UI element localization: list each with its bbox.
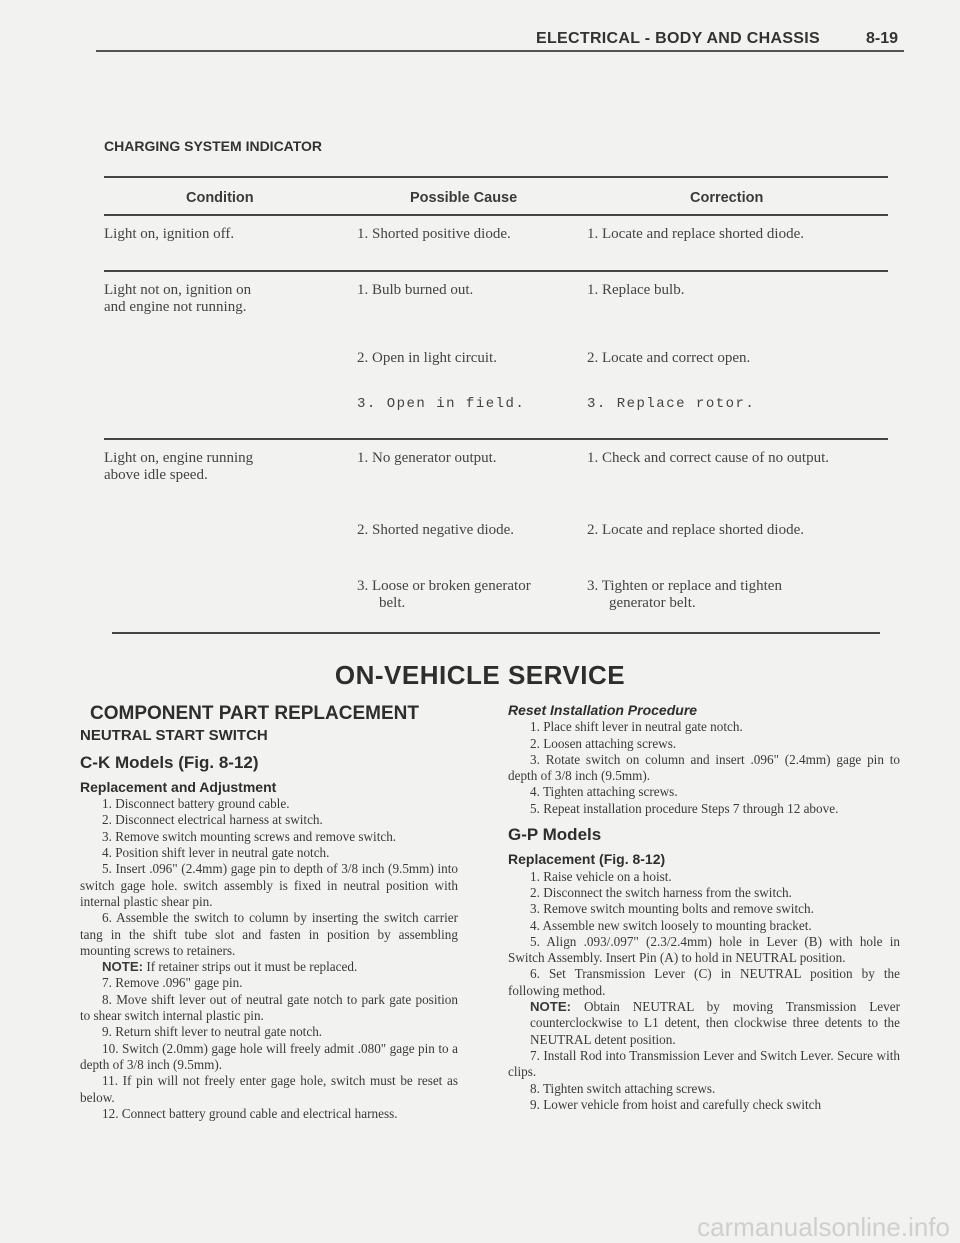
step: 3. Rotate switch on column and insert .096" (2.4mm) gage pin to depth of 3/8 inch (9.5mm). xyxy=(508,751,900,784)
note xyxy=(80,959,458,975)
table-cause: 1. No generator output. xyxy=(357,450,497,466)
step: 1. Raise vehicle on a hoist. xyxy=(530,868,672,884)
table-correction: 1. Replace bulb. xyxy=(587,282,685,298)
table-condition: Light on, engine running above idle speed. xyxy=(104,450,254,483)
table-cause: 1. Bulb burned out. xyxy=(357,282,474,298)
table-header-correction: Correction xyxy=(690,190,764,206)
step: 9. Lower vehicle from hoist and carefully check switch xyxy=(530,1096,822,1112)
table-correction: 1. Locate and replace shorted diode. xyxy=(587,226,804,242)
table-row-rule xyxy=(104,438,888,440)
main-heading: ON-VEHICLE SERVICE xyxy=(334,660,626,690)
table-correction: 2. Locate and replace shorted diode. xyxy=(587,522,804,538)
table-header-rule xyxy=(104,214,888,216)
step: 7. Install Rod into Transmission Lever and Switch Lever. Secure with clips. xyxy=(508,1047,900,1080)
page-header-title: ELECTRICAL - BODY AND CHASSIS xyxy=(536,30,820,47)
table-title: CHARGING SYSTEM INDICATOR xyxy=(104,138,323,154)
reset-heading: Reset Installation Procedure xyxy=(508,702,698,718)
table-correction: 1. Check and correct cause of no output. xyxy=(587,450,829,466)
gp-models-heading: G-P Models xyxy=(508,825,602,845)
table-row-rule xyxy=(104,270,888,272)
table-correction: 2. Locate and correct open. xyxy=(587,350,751,366)
table-cause: 3. Loose or broken generator belt. xyxy=(357,578,531,611)
step: 8. Move shift lever out of neutral gate notch to park gate position to shear switch internal plastic pin. xyxy=(80,991,458,1024)
step: 4. Assemble new switch loosely to mounting bracket. xyxy=(530,917,812,933)
step: 5. Insert .096" (2.4mm) gage pin to depth of 3/8 inch (9.5mm) into switch gage hole. switch assembly is fixed in neutral position with internal plastic shear pin. xyxy=(80,861,458,909)
table-header-cause: Possible Cause xyxy=(410,190,518,206)
step: 7. Remove .096" gage pin. xyxy=(102,975,243,991)
table-condition: Light on, ignition off. xyxy=(104,226,235,242)
table-cause: 2. Open in light circuit. xyxy=(357,350,497,366)
note-label: NOTE: xyxy=(530,999,572,1015)
table-cause: 1. Shorted positive diode. xyxy=(357,226,511,242)
table-bottom-rule xyxy=(112,632,880,634)
note-text: If retainer strips out it must be replaced. xyxy=(143,959,358,975)
table-correction: 3. Tighten or replace and tighten generator belt. xyxy=(587,578,782,611)
step: 4. Tighten attaching screws. xyxy=(530,784,678,800)
step: 9. Return shift lever to neutral gate notch. xyxy=(102,1024,323,1040)
table-header-condition: Condition xyxy=(186,190,254,206)
right-column xyxy=(508,702,900,1113)
component-heading: COMPONENT PART REPLACEMENT xyxy=(90,703,419,724)
step: 6. Set Transmission Lever (C) in NEUTRAL position by the following method. xyxy=(508,966,900,998)
table-correction: 3. Replace rotor. xyxy=(587,396,756,412)
note-label: NOTE: xyxy=(102,959,144,975)
watermark: carmanualsonline.info xyxy=(697,1212,950,1242)
step: 2. Disconnect the switch harness from the switch. xyxy=(530,884,792,900)
step: 2. Disconnect electrical harness at switch. xyxy=(102,812,323,828)
step: 3. Remove switch mounting screws and remove switch. xyxy=(102,828,397,844)
ck-models-heading: C-K Models (Fig. 8-12) xyxy=(80,752,259,772)
step: 5. Align .093/.097" (2.3/2.4mm) hole in Lever (B) with hole in Switch Assembly. Insert Pin (A) to hold in NEUTRAL position. xyxy=(508,933,900,966)
replacement-heading: Replacement (Fig. 8-12) xyxy=(508,851,666,868)
step: 6. Assemble the switch to column by inserting the switch carrier tang in the shift tube slot and fasten in position by assembling mounting screws to retainers. xyxy=(80,910,458,958)
left-column xyxy=(80,703,458,1122)
step: 11. If pin will not freely enter gage hole, switch must be reset as below. xyxy=(80,1073,458,1105)
step: 10. Switch (2.0mm) gage hole will freely admit .080" gage pin to a depth of 3/8 inch (9.5mm). xyxy=(80,1040,458,1072)
step: 12. Connect battery ground cable and electrical harness. xyxy=(102,1105,398,1121)
step: 5. Repeat installation procedure Steps 7 through 12 above. xyxy=(530,800,839,816)
replacement-heading: Replacement and Adjustment xyxy=(80,778,277,795)
table-cause: 2. Shorted negative diode. xyxy=(357,522,515,538)
note xyxy=(508,999,900,1048)
page-number: 8-19 xyxy=(866,30,899,47)
switch-subheading: NEUTRAL START SWITCH xyxy=(80,727,268,745)
step: 3. Remove switch mounting bolts and remove switch. xyxy=(530,901,814,917)
table-cause: 3. Open in field. xyxy=(357,396,526,412)
table-condition: Light not on, ignition on and engine not running. xyxy=(104,282,252,315)
step: 1. Place shift lever in neutral gate notch. xyxy=(530,719,743,735)
step: 4. Position shift lever in neutral gate notch. xyxy=(102,845,330,861)
step: 8. Tighten switch attaching screws. xyxy=(530,1080,716,1096)
note-text: Obtain NEUTRAL by moving Transmission Lever counterclockwise to L1 detent, then clockwise three detents to the NEUTRAL detent position. xyxy=(530,999,900,1047)
table-top-rule xyxy=(104,176,888,178)
step: 1. Disconnect battery ground cable. xyxy=(102,796,290,812)
header-rule xyxy=(96,50,904,52)
step: 2. Loosen attaching screws. xyxy=(530,735,677,751)
